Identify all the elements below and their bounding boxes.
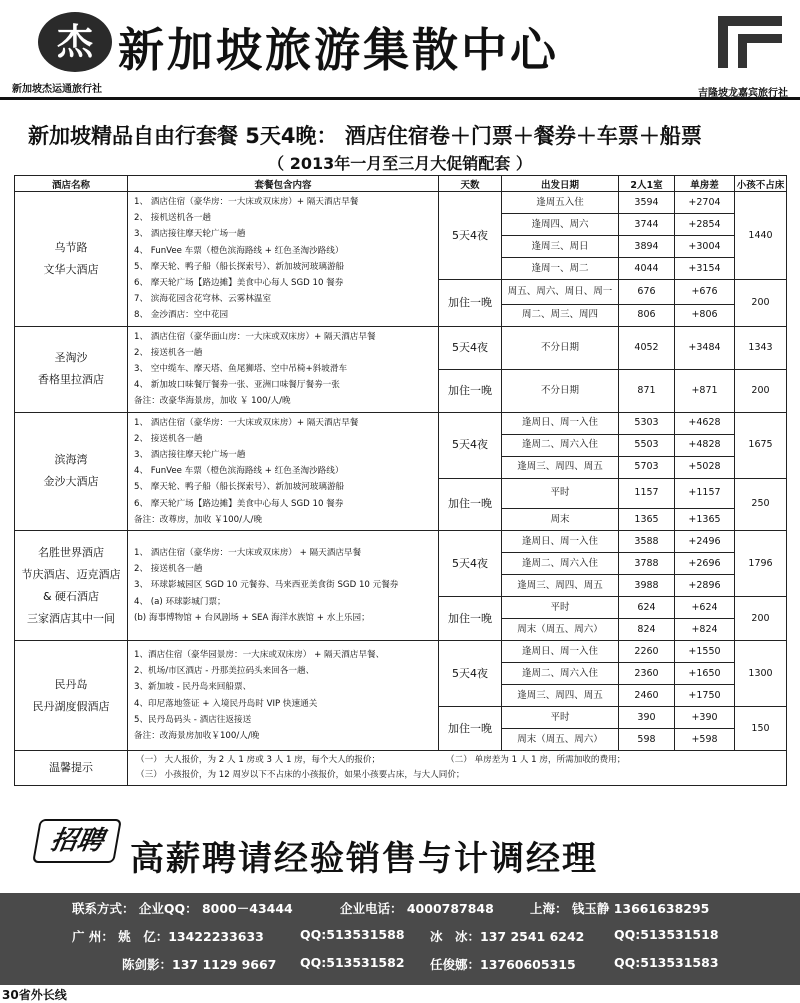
col-header-hotel: 酒店名称 bbox=[15, 176, 128, 192]
single-supplement: +1750 bbox=[675, 685, 735, 707]
days-label: 5天4夜 bbox=[439, 641, 502, 707]
package-item: 5、民丹岛码头 - 酒店往返接送 bbox=[134, 714, 252, 725]
package-item: 4、 (a) 环球影城门票； bbox=[134, 596, 226, 607]
table-row bbox=[15, 412, 787, 434]
hotel-name bbox=[15, 326, 128, 412]
table-row bbox=[15, 641, 787, 663]
departure-date: 逢周日、周一入住 bbox=[502, 641, 619, 663]
hotel-name-line: & 硬石酒店 bbox=[42, 589, 100, 603]
package-item: 4、印尼落地签证 + 入境民丹岛时 VIP 快速通关 bbox=[134, 698, 318, 709]
extra-night-label: 加住一晚 bbox=[439, 478, 502, 530]
hotel-name-line: 节庆酒店、迈克酒店 bbox=[21, 567, 121, 581]
col-header-single-supplement: 单房差 bbox=[675, 176, 735, 192]
page-title: 新加坡旅游集散中心 bbox=[118, 23, 559, 77]
extra-night-child-price: 200 bbox=[735, 369, 787, 412]
child-price: 1343 bbox=[735, 326, 787, 369]
package-item: 3、 环球影城园区 SGD 10 元餐券、马来西亚美食街 SGD 10 元餐券 bbox=[134, 580, 399, 591]
extra-night-price: 624 bbox=[619, 597, 675, 619]
hotel-name bbox=[15, 192, 128, 327]
extra-night-date: 周末 bbox=[502, 509, 619, 531]
twin-price: 2360 bbox=[619, 663, 675, 685]
single-supplement: +1550 bbox=[675, 641, 735, 663]
twin-price: 3988 bbox=[619, 575, 675, 597]
package-contents bbox=[128, 641, 439, 751]
promo-title: 新加坡精品自由行套餐 5天4晚： 酒店住宿卷＋门票＋餐券＋车票＋船票 bbox=[28, 124, 702, 148]
hotel-name-line: 滨海湾 bbox=[54, 453, 88, 467]
package-item: 2、 接机送机各一趟 bbox=[134, 213, 211, 224]
extra-night-child-price: 250 bbox=[735, 478, 787, 530]
package-contents bbox=[128, 412, 439, 530]
recruit-banner bbox=[0, 815, 800, 895]
package-item: 4、 新加坡口味餐厅餐劵一张、亚洲口味餐厅餐劵一张 bbox=[134, 380, 340, 391]
extra-night-price: 1157 bbox=[619, 478, 675, 508]
package-contents bbox=[128, 192, 439, 327]
contact-shanghai: 上海： 钱玉静 13661638295 bbox=[530, 901, 710, 916]
single-supplement: +3154 bbox=[675, 258, 735, 280]
package-item: 1、 酒店住宿（豪华房：一大床或双床房）+ 隔天酒店早餐 bbox=[134, 197, 359, 207]
extra-night-date: 周二、周三、周四 bbox=[502, 304, 619, 326]
promo-subtitle: （ 2013年一月至三月大促销配套 ） bbox=[268, 154, 532, 173]
extra-night-supplement: +824 bbox=[675, 619, 735, 641]
departure-date: 逢周三、周四、周五 bbox=[502, 685, 619, 707]
contact-guangzhou-2: 冰 冰：137 2541 6242 bbox=[430, 929, 585, 944]
extra-night-price: 824 bbox=[619, 619, 675, 641]
hotel-name bbox=[15, 412, 128, 530]
partner-logo-icon bbox=[716, 12, 784, 72]
extra-night-date: 平时 bbox=[502, 597, 619, 619]
table-header-row bbox=[15, 176, 787, 192]
package-item: 2、 接送机各一趟 bbox=[134, 433, 203, 444]
tip-item: （一） 大人报价，为 2 人 1 房或 3 人 1 房，每个大人的报价； bbox=[136, 755, 381, 766]
package-item: 备注：改尊房，加收 ￥100/人/晚 bbox=[134, 514, 263, 525]
twin-price: 3588 bbox=[619, 531, 675, 553]
twin-price: 5503 bbox=[619, 434, 675, 456]
package-item: 1、 酒店住宿（豪华面山房：一大床或双床房）+ 隔天酒店早餐 bbox=[134, 331, 376, 342]
table-row bbox=[15, 531, 787, 553]
package-item: 5、 摩天轮、鸭子船（船长探索号）、新加坡河玻璃游船 bbox=[134, 482, 345, 493]
days-label: 5天4夜 bbox=[439, 531, 502, 597]
single-supplement: +2896 bbox=[675, 575, 735, 597]
extra-night-price: 676 bbox=[619, 280, 675, 305]
extra-night-supplement: +676 bbox=[675, 280, 735, 305]
departure-date: 逢周日、周一入住 bbox=[502, 412, 619, 434]
extra-night-date: 平时 bbox=[502, 707, 619, 729]
days-label: 5天4夜 bbox=[439, 326, 502, 369]
contact-qq: 联系方式： 企业QQ： 8000－43444 bbox=[72, 901, 293, 916]
package-item: 备注：改豪华海景房，加收 ￥ 100/人/晚 bbox=[134, 396, 291, 407]
package-item: 4、 FunVee 车票（橙色滨海路线 + 红色圣淘沙路线） bbox=[134, 245, 344, 256]
single-supplement: +2854 bbox=[675, 214, 735, 236]
contact-guangzhou-3: 陈剑影：137 1129 9667 bbox=[122, 957, 277, 972]
extra-night-supplement: +871 bbox=[675, 369, 735, 412]
contact-qq-1: QQ:513531588 bbox=[300, 927, 405, 942]
days-label: 5天4夜 bbox=[439, 412, 502, 478]
days-label: 5天4夜 bbox=[439, 192, 502, 280]
departure-date: 逢周三、周四、周五 bbox=[502, 575, 619, 597]
single-supplement: +4828 bbox=[675, 434, 735, 456]
contact-qq-3: QQ:513531582 bbox=[300, 955, 405, 970]
single-supplement: +3484 bbox=[675, 326, 735, 369]
departure-date: 不分日期 bbox=[502, 326, 619, 369]
package-item: 1、 酒店住宿（豪华房：一大床或双床房）+ 隔天酒店早餐 bbox=[134, 417, 359, 428]
company-logo: 杰 bbox=[38, 12, 112, 72]
contact-qq-2: QQ:513531518 bbox=[614, 927, 719, 942]
extra-night-supplement: +624 bbox=[675, 597, 735, 619]
hotel-name-line: 民丹湖度假酒店 bbox=[32, 699, 110, 713]
departure-date: 逢周二、周六入住 bbox=[502, 553, 619, 575]
extra-night-date: 周五、周六、周日、周一 bbox=[502, 280, 619, 305]
hotel-name-line: 金沙大酒店 bbox=[43, 475, 99, 489]
hotel-name bbox=[15, 531, 128, 641]
extra-night-supplement: +1157 bbox=[675, 478, 735, 508]
extra-night-label: 加住一晚 bbox=[439, 369, 502, 412]
extra-night-date: 周末（周五、周六） bbox=[502, 729, 619, 751]
single-supplement: +3004 bbox=[675, 236, 735, 258]
header bbox=[0, 0, 800, 100]
departure-date: 逢周日、周一入住 bbox=[502, 531, 619, 553]
single-supplement: +4628 bbox=[675, 412, 735, 434]
package-item: 3、 空中缆车、摩天塔、鱼尾狮塔、空中吊椅+斜坡滑车 bbox=[134, 364, 348, 375]
col-header-twin-price: 2人1室 bbox=[619, 176, 675, 192]
package-item: 2、机场/市区酒店 - 丹那美拉码头来回各一趟、 bbox=[134, 666, 315, 677]
departure-date: 逢周三、周日 bbox=[502, 236, 619, 258]
col-header-child-price: 小孩不占床 bbox=[735, 176, 787, 192]
twin-price: 2460 bbox=[619, 685, 675, 707]
package-item: 1、 酒店住宿（豪华房：一大床或双床房） + 隔天酒店早餐 bbox=[134, 548, 362, 559]
tip-item: （二） 单房差为 1 人 1 房，所需加收的费用； bbox=[446, 755, 626, 766]
departure-date: 逢周二、周六入住 bbox=[502, 434, 619, 456]
twin-price: 4044 bbox=[619, 258, 675, 280]
twin-price: 5703 bbox=[619, 456, 675, 478]
extra-night-label: 加住一晚 bbox=[439, 280, 502, 327]
package-item: 2、 接送机各一趟 bbox=[134, 347, 203, 358]
twin-price: 4052 bbox=[619, 326, 675, 369]
extra-night-child-price: 200 bbox=[735, 597, 787, 641]
extra-night-supplement: +598 bbox=[675, 729, 735, 751]
departure-date: 逢周五入住 bbox=[502, 192, 619, 214]
table-row bbox=[15, 326, 787, 369]
package-table bbox=[14, 175, 787, 786]
package-item: 5、 摩天轮、鸭子船（船长探索号）、新加坡河玻璃游船 bbox=[134, 261, 345, 272]
package-item: 3、 酒店接往摩天轮广场一趟 bbox=[134, 450, 246, 461]
package-item: 6、 摩天轮广场【路边摊】美食中心每人 SGD 10 餐券 bbox=[134, 278, 344, 289]
col-header-contents: 套餐包含内容 bbox=[128, 176, 439, 192]
hotel-name-line: 圣淘沙 bbox=[54, 351, 88, 365]
extra-night-label: 加住一晚 bbox=[439, 597, 502, 641]
recruit-text: 高薪聘请经验销售与计调经理 bbox=[130, 839, 598, 879]
departure-date: 逢周一、周二 bbox=[502, 258, 619, 280]
child-price: 1300 bbox=[735, 641, 787, 707]
contact-qq-4: QQ:513531583 bbox=[614, 955, 719, 970]
twin-price: 3894 bbox=[619, 236, 675, 258]
agency-right: 吉隆坡龙嘉宾旅行社 bbox=[698, 88, 788, 99]
extra-night-price: 871 bbox=[619, 369, 675, 412]
single-supplement: +2496 bbox=[675, 531, 735, 553]
contact-phone: 企业电话： 4000787848 bbox=[340, 901, 494, 916]
contact-guangzhou-1: 广 州： 姚 亿：13422233633 bbox=[72, 929, 264, 944]
departure-date: 逢周四、周六 bbox=[502, 214, 619, 236]
hotel-name-line: 名胜世界酒店 bbox=[38, 545, 104, 559]
package-item: 7、 滨海花园含花穹林、云雾林温室 bbox=[134, 294, 272, 305]
hotel-name-line: 乌节路 bbox=[54, 240, 88, 254]
hotel-name-line: 香格里拉酒店 bbox=[38, 373, 104, 387]
departure-date: 逢周三、周四、周五 bbox=[502, 456, 619, 478]
package-item: 2、 接送机各一趟 bbox=[134, 564, 203, 575]
table-row bbox=[15, 192, 787, 214]
col-header-days: 天数 bbox=[439, 176, 502, 192]
extra-night-date: 不分日期 bbox=[502, 369, 619, 412]
page-footer: 30省外长线 bbox=[2, 988, 67, 1002]
package-item: 3、 酒店接往摩天轮广场一趟 bbox=[134, 229, 246, 240]
extra-night-price: 806 bbox=[619, 304, 675, 326]
package-contents bbox=[128, 326, 439, 412]
contact-panel bbox=[0, 893, 800, 985]
extra-night-supplement: +1365 bbox=[675, 509, 735, 531]
extra-night-price: 390 bbox=[619, 707, 675, 729]
agency-left: 新加坡杰运通旅行社 bbox=[12, 84, 102, 95]
departure-date: 逢周二、周六入住 bbox=[502, 663, 619, 685]
extra-night-date: 平时 bbox=[502, 478, 619, 508]
twin-price: 5303 bbox=[619, 412, 675, 434]
twin-price: 3594 bbox=[619, 192, 675, 214]
package-contents bbox=[128, 531, 439, 641]
recruit-tag: 招聘 bbox=[32, 819, 122, 863]
extra-night-supplement: +390 bbox=[675, 707, 735, 729]
extra-night-price: 598 bbox=[619, 729, 675, 751]
tips-label: 温馨提示 bbox=[15, 751, 128, 786]
extra-night-label: 加住一晚 bbox=[439, 707, 502, 751]
package-item: 6、 摩天轮广场【路边摊】美食中心每人 SGD 10 餐券 bbox=[134, 498, 344, 509]
tips-line bbox=[136, 753, 778, 768]
single-supplement: +5028 bbox=[675, 456, 735, 478]
tips-row bbox=[15, 751, 787, 786]
col-header-dates: 出发日期 bbox=[502, 176, 619, 192]
hotel-name-line: 三家酒店其中一间 bbox=[27, 611, 115, 625]
single-supplement: +2704 bbox=[675, 192, 735, 214]
twin-price: 2260 bbox=[619, 641, 675, 663]
tips-content bbox=[128, 751, 787, 786]
hotel-name bbox=[15, 641, 128, 751]
package-item: 4、 FunVee 车票（橙色滨海路线 + 红色圣淘沙路线） bbox=[134, 466, 344, 477]
package-item: 8、 金沙酒店：空中花园 bbox=[134, 310, 229, 321]
tip-item: （三） 小孩报价，为 12 周岁以下不占床的小孩报价，如果小孩要占床，与大人同价； bbox=[136, 770, 465, 781]
package-item: 备注：改海景房加收￥100/人/晚 bbox=[134, 730, 260, 741]
package-item: 3、新加坡 - 民丹岛来回船票、 bbox=[134, 682, 252, 693]
single-supplement: +1650 bbox=[675, 663, 735, 685]
contact-guangzhou-4: 任俊娜：13760605315 bbox=[430, 957, 576, 972]
hotel-name-line: 民丹岛 bbox=[54, 677, 88, 691]
hotel-name-line: 文华大酒店 bbox=[43, 262, 99, 276]
twin-price: 3744 bbox=[619, 214, 675, 236]
child-price: 1796 bbox=[735, 531, 787, 597]
extra-night-price: 1365 bbox=[619, 509, 675, 531]
extra-night-child-price: 150 bbox=[735, 707, 787, 751]
extra-night-child-price: 200 bbox=[735, 280, 787, 327]
twin-price: 3788 bbox=[619, 553, 675, 575]
extra-night-date: 周末（周五、周六） bbox=[502, 619, 619, 641]
extra-night-supplement: +806 bbox=[675, 304, 735, 326]
child-price: 1675 bbox=[735, 412, 787, 478]
package-item: 1、酒店住宿（豪华园景房：一大床或双床房） + 隔天酒店早餐、 bbox=[134, 649, 385, 660]
package-item: (b) 海事博物馆 + 台风剧场 + SEA 海洋水族馆 + 水上乐园； bbox=[134, 612, 370, 623]
child-price: 1440 bbox=[735, 192, 787, 280]
single-supplement: +2696 bbox=[675, 553, 735, 575]
